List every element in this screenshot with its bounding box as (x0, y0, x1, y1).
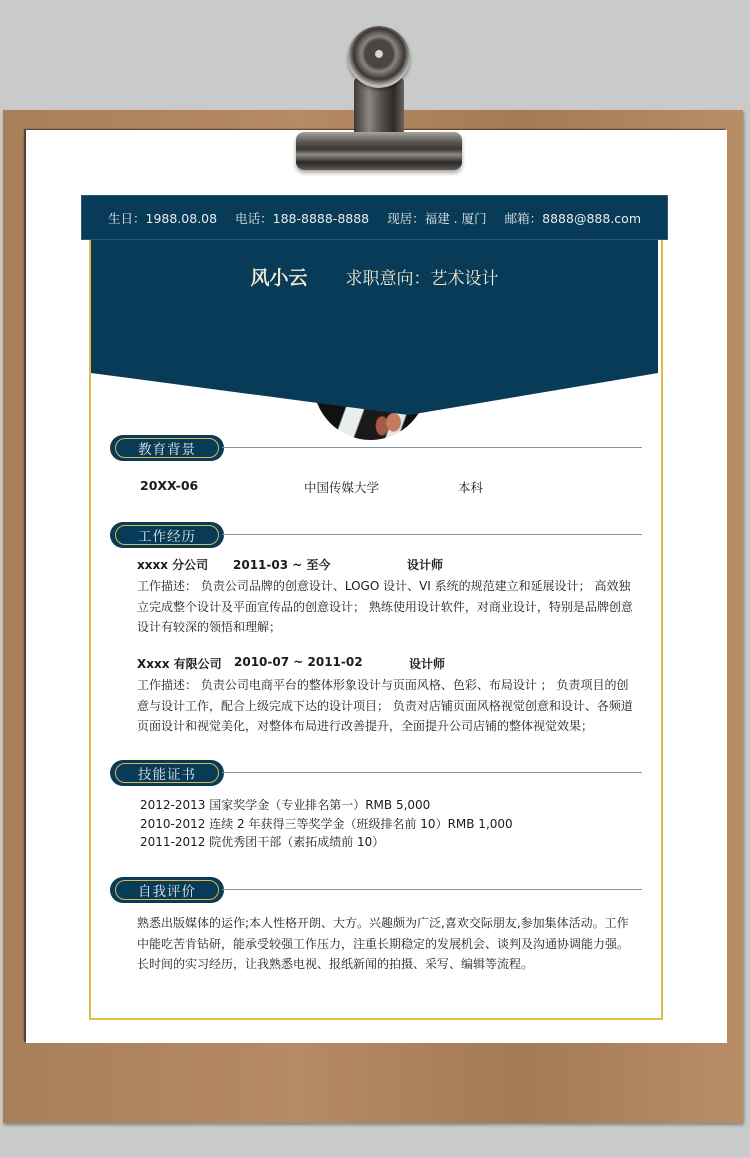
section-divider (222, 534, 642, 535)
job-position: 设计师 (407, 558, 444, 572)
section-divider (222, 772, 642, 773)
job-entry (137, 556, 637, 638)
job-description: 工作描述： 负责公司电商平台的整体形象设计与页面风格、色彩、布局设计 ； 负责项目的创意与设计工作，配合上级完成下达的设计项目； 负责对店铺页面风格视觉创意和设计、各频道页面设计和视觉美化，对整体布局进行改善提升，全面提升公司店铺的整体视觉效果； (137, 678, 633, 733)
birthday: 生日：1988.08.08 (108, 210, 218, 226)
section-label-pill (110, 522, 224, 548)
job-company: Xxxx 有限公司 (137, 657, 222, 671)
certificate-item: 2012-2013 国家奖学金（专业排名第一）RMB 5,000 (140, 798, 431, 812)
section-self-evaluation (110, 877, 642, 903)
job-period: 2011-03 ~ 至今 (233, 558, 331, 572)
certificate-list (140, 796, 513, 852)
education-date: 20XX-06 (140, 478, 199, 493)
section-title: 工作经历 (115, 525, 219, 545)
section-divider (222, 889, 642, 890)
job-header (137, 556, 637, 574)
education-school: 中国传媒大学 (304, 480, 380, 495)
binder-clip-icon (296, 26, 462, 172)
job-entry (137, 655, 637, 737)
job-position: 设计师 (409, 657, 446, 671)
certificate-item: 2011-2012 院优秀团干部（素拓成绩前 10） (140, 835, 385, 849)
section-work (110, 522, 642, 548)
section-education (110, 435, 642, 461)
clip-ring (348, 26, 410, 88)
section-title: 自我评价 (115, 880, 219, 900)
residence: 现居：福建 . 厦门 (387, 210, 487, 226)
section-label-pill (110, 435, 224, 461)
clip-jaw (296, 132, 462, 170)
section-title: 教育背景 (115, 438, 219, 458)
candidate-name: 风小云 (250, 267, 308, 289)
section-title: 技能证书 (115, 763, 219, 783)
job-period: 2010-07 ~ 2011-02 (234, 655, 363, 669)
job-header (137, 655, 637, 673)
certificate-item: 2010-2012 连续 2 年获得三等奖学金（班级排名前 10）RMB 1,000 (140, 816, 513, 831)
section-divider (222, 447, 642, 448)
job-intention: 求职意向：艺术设计 (345, 269, 499, 289)
section-label-pill (110, 760, 224, 786)
contact-bar (81, 195, 668, 240)
section-skills (110, 760, 642, 786)
education-degree: 本科 (458, 480, 484, 495)
header-title (91, 263, 658, 290)
self-evaluation-text: 熟悉出版媒体的运作;本人性格开朗、大方。兴趣颇为广泛,喜欢交际朋友,参加集体活动。工作中能吃苦肯钻研，能承受较强工作压力，注重长期稳定的发展机会、谈判及沟通协调能力强。长时间的实习经历，让我熟悉电视、报纸新闻的拍摄、采写、编辑等流程。 (137, 916, 630, 971)
email: 邮箱：8888@888.com (504, 210, 641, 226)
phone: 电话：188-8888-8888 (235, 210, 370, 226)
section-label-pill (110, 877, 224, 903)
job-company: xxxx 分公司 (137, 558, 209, 572)
job-description: 工作描述： 负责公司品牌的创意设计、LOGO 设计、VI 系统的规范建立和延展设计； 高效独立完成整个设计及平面宣传品的创意设计； 熟练使用设计软件，对商业设计，特别是品牌创意设计有较深的领悟和理解； (137, 579, 633, 634)
